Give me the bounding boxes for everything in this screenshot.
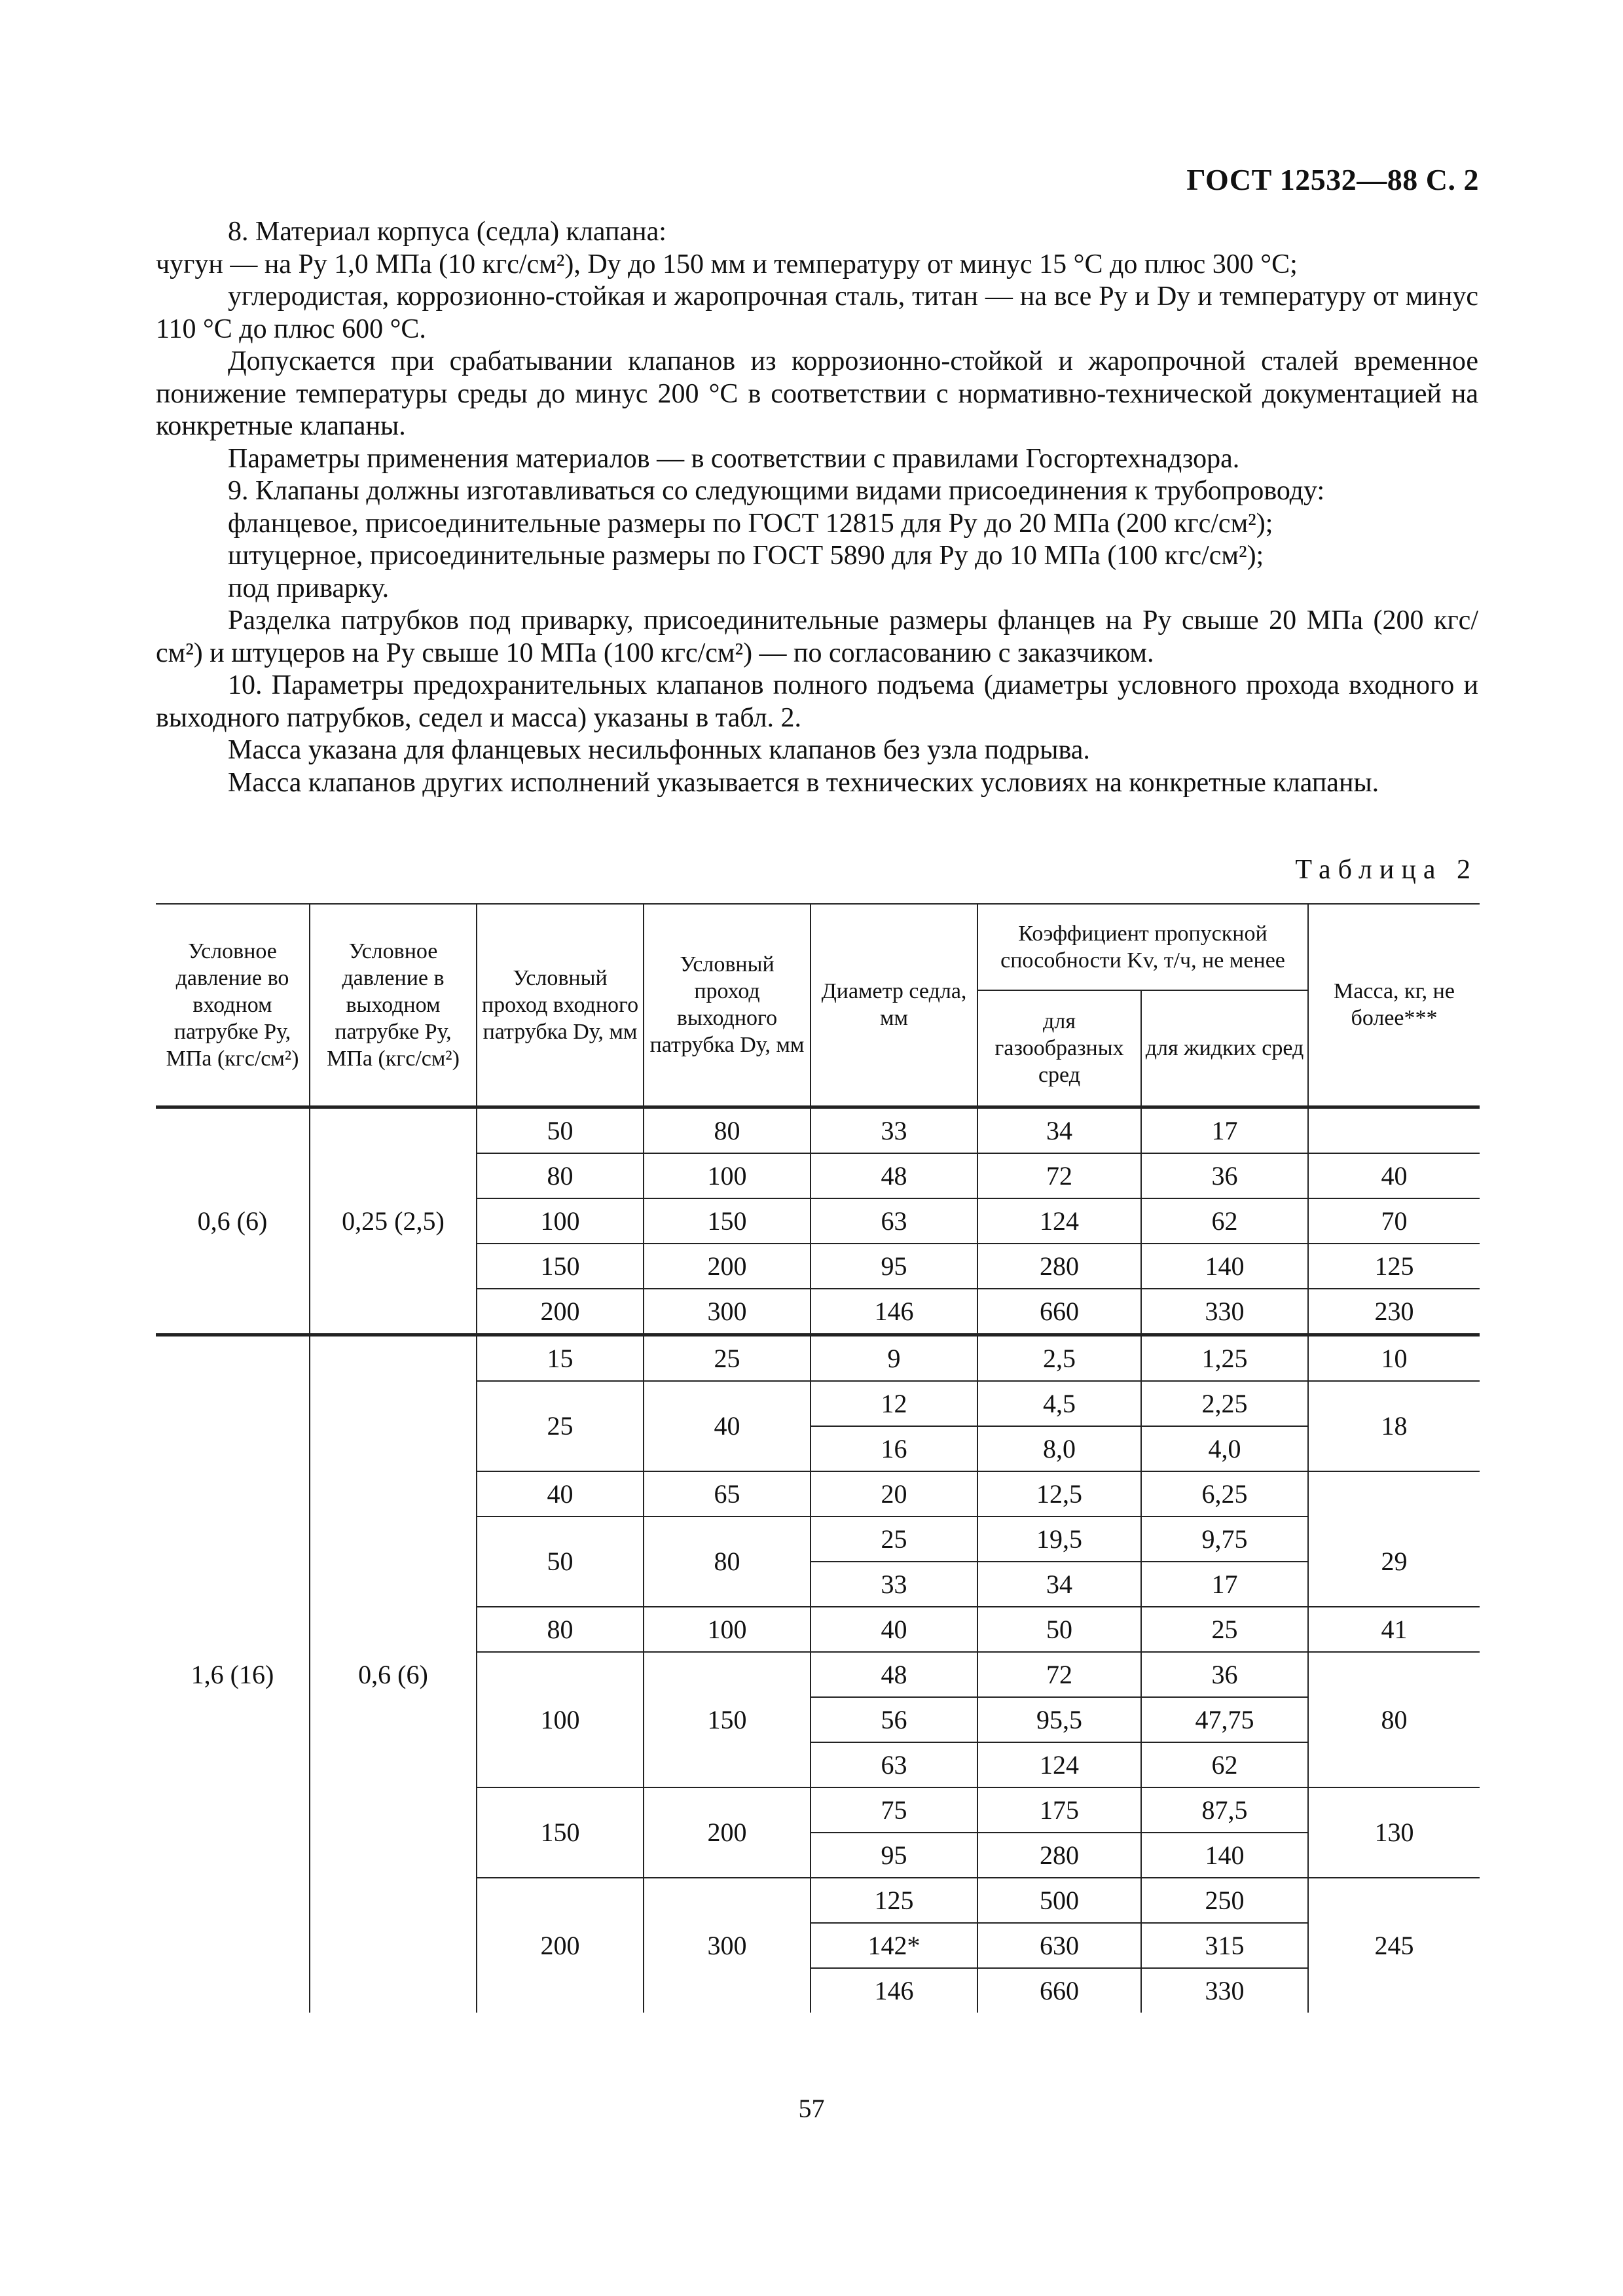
paragraph: 8. Материал корпуса (седла) клапана: bbox=[228, 217, 666, 247]
cell-kv-liquid: 17 bbox=[1141, 1562, 1308, 1607]
cell-mass: 18 bbox=[1308, 1381, 1480, 1471]
cell-mass bbox=[1308, 1107, 1480, 1153]
cell-seat-diameter: 63 bbox=[811, 1742, 977, 1787]
cell-seat-diameter: 25 bbox=[811, 1516, 977, 1562]
cell-inlet-diameter: 80 bbox=[477, 1607, 644, 1652]
cell-outlet-diameter: 300 bbox=[644, 1878, 811, 2013]
cell-kv-liquid: 25 bbox=[1141, 1607, 1308, 1652]
cell-outlet-diameter: 150 bbox=[644, 1198, 811, 1244]
cell-kv-gas: 280 bbox=[977, 1833, 1141, 1878]
header-flow-coefficient: Коэффициент пропускной способности Kv, т/ч, не менее bbox=[977, 904, 1308, 990]
header-outlet-pressure: Условное давление в выходном патрубке Pу, МПа (кгс/см²) bbox=[310, 904, 477, 1107]
cell-mass: 125 bbox=[1308, 1244, 1480, 1289]
cell-seat-diameter: 95 bbox=[811, 1833, 977, 1878]
cell-kv-liquid: 47,75 bbox=[1141, 1697, 1308, 1742]
cell-mass: 245 bbox=[1308, 1878, 1480, 2013]
cell-outlet-diameter: 80 bbox=[644, 1516, 811, 1607]
header-kv-gas: для газообразных сред bbox=[977, 990, 1141, 1107]
cell-inlet-diameter: 50 bbox=[477, 1516, 644, 1607]
paragraph: фланцевое, присоединительные размеры по ГОСТ 12815 для Pу до 20 МПа (200 кгс/см²); bbox=[228, 508, 1273, 539]
cell-inlet-diameter: 50 bbox=[477, 1107, 644, 1153]
cell-inlet-pressure: 1,6 (16) bbox=[156, 1335, 310, 2013]
cell-inlet-diameter: 25 bbox=[477, 1381, 644, 1471]
cell-kv-gas: 72 bbox=[977, 1652, 1141, 1697]
cell-inlet-diameter: 40 bbox=[477, 1471, 644, 1516]
cell-kv-gas: 2,5 bbox=[977, 1335, 1141, 1381]
valve-parameters-table bbox=[156, 903, 1480, 2013]
cell-kv-liquid: 315 bbox=[1141, 1923, 1308, 1968]
paragraph: Масса клапанов других исполнений указывается в технических условиях на конкретные клапаны. bbox=[228, 767, 1379, 798]
cell-outlet-diameter: 25 bbox=[644, 1335, 811, 1381]
cell-kv-liquid: 1,25 bbox=[1141, 1335, 1308, 1381]
cell-inlet-diameter: 200 bbox=[477, 1878, 644, 2013]
cell-kv-gas: 124 bbox=[977, 1198, 1141, 1244]
cell-kv-liquid: 4,0 bbox=[1141, 1426, 1308, 1471]
cell-kv-liquid: 87,5 bbox=[1141, 1787, 1308, 1833]
cell-seat-diameter: 33 bbox=[811, 1562, 977, 1607]
cell-outlet-pressure: 0,6 (6) bbox=[310, 1335, 477, 2013]
cell-inlet-pressure: 0,6 (6) bbox=[156, 1107, 310, 1335]
cell-kv-liquid: 140 bbox=[1141, 1244, 1308, 1289]
cell-mass: 230 bbox=[1308, 1289, 1480, 1335]
cell-outlet-diameter: 300 bbox=[644, 1289, 811, 1335]
cell-kv-liquid: 2,25 bbox=[1141, 1381, 1308, 1426]
cell-kv-gas: 12,5 bbox=[977, 1471, 1141, 1516]
cell-outlet-diameter: 200 bbox=[644, 1244, 811, 1289]
cell-kv-gas: 280 bbox=[977, 1244, 1141, 1289]
cell-kv-gas: 72 bbox=[977, 1153, 1141, 1198]
cell-kv-gas: 500 bbox=[977, 1878, 1141, 1923]
cell-kv-gas: 660 bbox=[977, 1289, 1141, 1335]
cell-mass: 40 bbox=[1308, 1153, 1480, 1198]
paragraph: 9. Клапаны должны изготавливаться со следующими видами присоединения к трубопроводу: bbox=[228, 476, 1325, 506]
header-inlet-diameter: Условный проход входного патрубка Dу, мм bbox=[477, 904, 644, 1107]
cell-mass bbox=[1308, 1471, 1480, 1516]
paragraph: 10. Параметры предохранительных клапанов полного подъема (диаметры условного прохода входного и выходного патрубков, седел и масса) указаны в табл. 2. bbox=[156, 670, 1478, 733]
cell-kv-gas: 8,0 bbox=[977, 1426, 1141, 1471]
paragraph: Допускается при срабатывании клапанов из коррозионно-стойкой и жаропрочной сталей временное понижение температуры среды до минус 200 °С в соответствии с нормативно-технической документацией на конкретные клапаны. bbox=[156, 346, 1478, 441]
table-caption: Таблица 2 bbox=[1295, 855, 1478, 885]
cell-kv-liquid: 6,25 bbox=[1141, 1471, 1308, 1516]
cell-seat-diameter: 9 bbox=[811, 1335, 977, 1381]
cell-mass: 41 bbox=[1308, 1607, 1480, 1652]
cell-kv-liquid: 36 bbox=[1141, 1652, 1308, 1697]
paragraph: штуцерное, присоединительные размеры по ГОСТ 5890 для Pу до 10 МПа (100 кгс/см²); bbox=[228, 541, 1264, 571]
cell-inlet-diameter: 150 bbox=[477, 1787, 644, 1878]
cell-seat-diameter: 142* bbox=[811, 1923, 977, 1968]
page-number: 57 bbox=[798, 2094, 825, 2123]
cell-inlet-diameter: 80 bbox=[477, 1153, 644, 1198]
cell-seat-diameter: 48 bbox=[811, 1153, 977, 1198]
document-header: ГОСТ 12532—88 С. 2 bbox=[1186, 163, 1479, 196]
body-text bbox=[156, 216, 1478, 799]
cell-inlet-diameter: 15 bbox=[477, 1335, 644, 1381]
header-outlet-diameter: Условный проход выходного патрубка Dу, мм bbox=[644, 904, 811, 1107]
cell-seat-diameter: 40 bbox=[811, 1607, 977, 1652]
cell-seat-diameter: 75 bbox=[811, 1787, 977, 1833]
cell-kv-gas: 50 bbox=[977, 1607, 1141, 1652]
cell-inlet-diameter: 200 bbox=[477, 1289, 644, 1335]
cell-seat-diameter: 12 bbox=[811, 1381, 977, 1426]
cell-seat-diameter: 20 bbox=[811, 1471, 977, 1516]
cell-seat-diameter: 48 bbox=[811, 1652, 977, 1697]
cell-inlet-diameter: 150 bbox=[477, 1244, 644, 1289]
table-row bbox=[156, 1335, 1480, 1381]
cell-outlet-pressure: 0,25 (2,5) bbox=[310, 1107, 477, 1335]
table-row bbox=[156, 1107, 1480, 1153]
cell-kv-liquid: 140 bbox=[1141, 1833, 1308, 1878]
cell-inlet-diameter: 100 bbox=[477, 1652, 644, 1787]
paragraph: углеродистая, коррозионно-стойкая и жаропрочная сталь, титан — на все Pу и Dу и температуру от минус 110 °С до плюс 600 °С. bbox=[156, 281, 1478, 344]
cell-kv-liquid: 250 bbox=[1141, 1878, 1308, 1923]
cell-mass: 130 bbox=[1308, 1787, 1480, 1878]
cell-outlet-diameter: 40 bbox=[644, 1381, 811, 1471]
cell-mass: 70 bbox=[1308, 1198, 1480, 1244]
header-mass: Масса, кг, не более*** bbox=[1308, 904, 1480, 1107]
cell-mass: 80 bbox=[1308, 1652, 1480, 1787]
cell-outlet-diameter: 100 bbox=[644, 1607, 811, 1652]
cell-kv-liquid: 330 bbox=[1141, 1968, 1308, 2013]
cell-kv-liquid: 62 bbox=[1141, 1198, 1308, 1244]
cell-kv-gas: 175 bbox=[977, 1787, 1141, 1833]
cell-kv-liquid: 330 bbox=[1141, 1289, 1308, 1335]
cell-kv-liquid: 9,75 bbox=[1141, 1516, 1308, 1562]
cell-kv-liquid: 17 bbox=[1141, 1107, 1308, 1153]
header-inlet-pressure: Условное давление во входном патрубке Pу, МПа (кгс/см²) bbox=[156, 904, 310, 1107]
paragraph: Масса указана для фланцевых несильфонных клапанов без узла подрыва. bbox=[228, 735, 1090, 765]
cell-kv-gas: 660 bbox=[977, 1968, 1141, 2013]
cell-seat-diameter: 16 bbox=[811, 1426, 977, 1471]
cell-outlet-diameter: 150 bbox=[644, 1652, 811, 1787]
cell-outlet-diameter: 65 bbox=[644, 1471, 811, 1516]
cell-kv-gas: 34 bbox=[977, 1562, 1141, 1607]
cell-outlet-diameter: 100 bbox=[644, 1153, 811, 1198]
cell-inlet-diameter: 100 bbox=[477, 1198, 644, 1244]
cell-kv-gas: 4,5 bbox=[977, 1381, 1141, 1426]
paragraph: Параметры применения материалов — в соответствии с правилами Госгортехнадзора. bbox=[228, 443, 1240, 474]
cell-kv-gas: 19,5 bbox=[977, 1516, 1141, 1562]
header-seat-diameter: Диаметр седла, мм bbox=[811, 904, 977, 1107]
cell-seat-diameter: 146 bbox=[811, 1289, 977, 1335]
cell-kv-liquid: 36 bbox=[1141, 1153, 1308, 1198]
cell-kv-gas: 95,5 bbox=[977, 1697, 1141, 1742]
paragraph: чугун — на Pу 1,0 МПа (10 кгс/см²), Dу до 150 мм и температуру от минус 15 °С до плюс 300 °С; bbox=[156, 249, 1298, 279]
cell-seat-diameter: 125 bbox=[811, 1878, 977, 1923]
cell-kv-gas: 630 bbox=[977, 1923, 1141, 1968]
cell-kv-gas: 124 bbox=[977, 1742, 1141, 1787]
cell-kv-liquid: 62 bbox=[1141, 1742, 1308, 1787]
cell-seat-diameter: 95 bbox=[811, 1244, 977, 1289]
cell-seat-diameter: 33 bbox=[811, 1107, 977, 1153]
cell-seat-diameter: 63 bbox=[811, 1198, 977, 1244]
cell-seat-diameter: 146 bbox=[811, 1968, 977, 2013]
cell-kv-gas: 34 bbox=[977, 1107, 1141, 1153]
cell-outlet-diameter: 200 bbox=[644, 1787, 811, 1878]
paragraph: под приварку. bbox=[228, 573, 390, 603]
header-kv-liquid: для жидких сред bbox=[1141, 990, 1308, 1107]
cell-mass: 29 bbox=[1308, 1516, 1480, 1607]
cell-outlet-diameter: 80 bbox=[644, 1107, 811, 1153]
paragraph: Разделка патрубков под приварку, присоединительные размеры фланцев на Pу свыше 20 МПа (200 кгс/см²) и штуцеров на Pу свыше 10 МПа (100 кгс/см²) — по согласованию с заказчиком. bbox=[156, 605, 1478, 668]
cell-mass: 10 bbox=[1308, 1335, 1480, 1381]
cell-seat-diameter: 56 bbox=[811, 1697, 977, 1742]
